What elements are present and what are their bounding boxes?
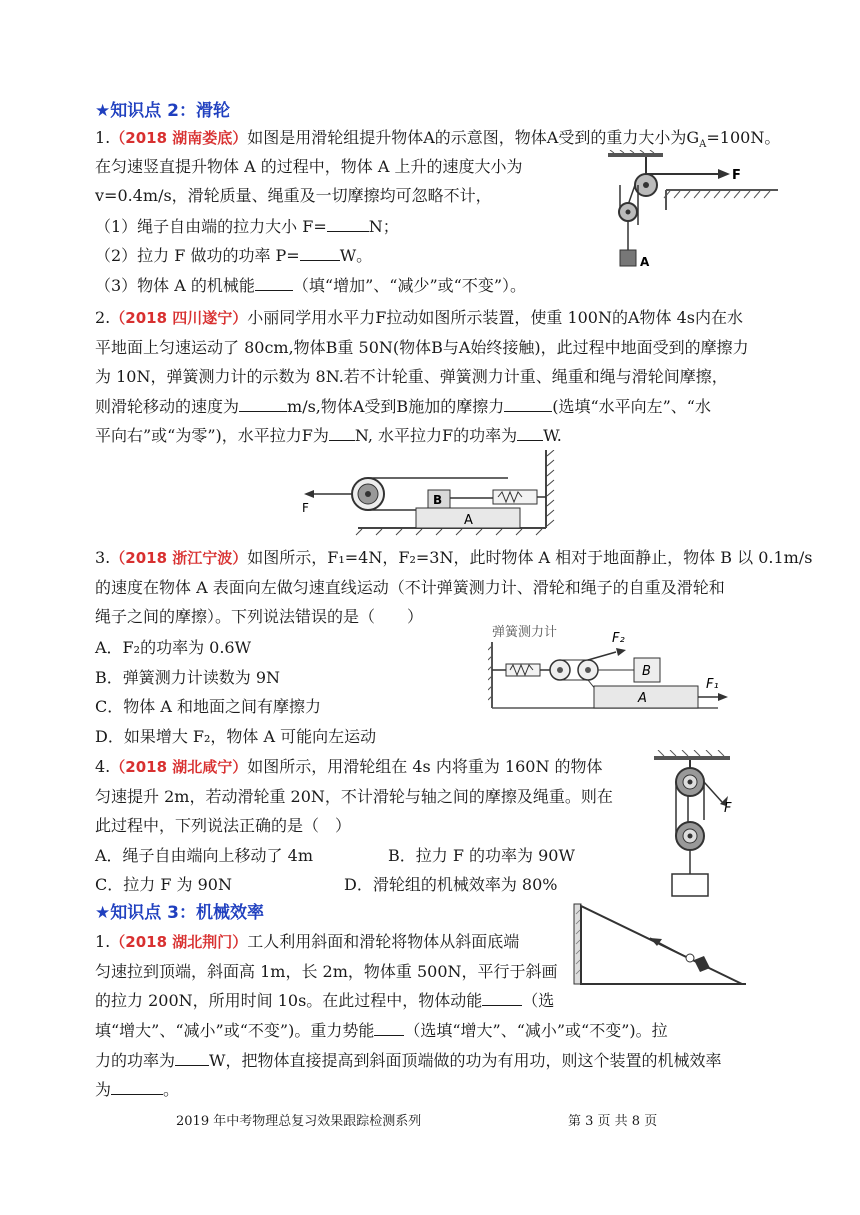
q2-blank-power[interactable] xyxy=(517,426,543,441)
q5-line1 xyxy=(95,932,519,952)
q5-text4b: （选填“增大”、“减小”或“不变”)。拉 xyxy=(404,1021,668,1040)
q2-text5b: N, 水平拉力F的功率为 xyxy=(354,426,518,445)
q4-text1: 如图所示，用滑轮组在 4s 内将重为 160N 的物体 xyxy=(247,757,603,776)
q5-line6 xyxy=(95,1080,179,1100)
q5-blank-kinetic[interactable] xyxy=(482,991,522,1006)
q1-part3 xyxy=(95,276,526,296)
q2-text4b: m/s,物体A受到B施加的摩擦力 xyxy=(287,397,505,416)
q5-line3 xyxy=(95,991,554,1011)
q2-text1: 小丽同学用水平力F拉动如图所示装置，使重 100N的A物体 4s内在水 xyxy=(247,308,744,327)
q2-blank-friction[interactable] xyxy=(504,397,552,412)
q2-text5a: 平向右”或“为零”)，水平拉力F为 xyxy=(95,426,329,445)
q3-fig-label-scale: 弹簧测力计 xyxy=(492,625,558,640)
footer-page-number: 第 3 页 共 8 页 xyxy=(568,1114,658,1129)
q4-pulley-block-figure xyxy=(648,750,748,902)
q2-text5c: W. xyxy=(543,426,562,445)
q1-line2: 在匀速竖直提升物体 A 的过程中，物体 A 上升的速度大小为 xyxy=(95,157,523,176)
q2-line4 xyxy=(95,397,711,417)
q1-part3-text: （3）物体 A 的机械能 xyxy=(95,276,255,295)
q4-option-d[interactable]: D．滑轮组的机械效率为 80% xyxy=(344,875,558,894)
q5-text6b: 。 xyxy=(163,1080,180,1099)
q2-fig-label-b: B xyxy=(433,493,443,507)
q2-pulley-figure xyxy=(298,450,556,536)
q3-fig-label-f2: F₂ xyxy=(612,631,625,646)
q5-blank-efficiency[interactable] xyxy=(111,1080,163,1095)
q5-blank-potential[interactable] xyxy=(374,1021,404,1036)
section-title-pulley: ★知识点 2：滑轮 xyxy=(95,101,230,121)
q3-option-d[interactable]: D．如果增大 F₂，物体 A 可能向左运动 xyxy=(95,727,377,746)
q5-text5b: W，把物体直接提高到斜面顶端做的功为有用功，则这个装置的机械效率 xyxy=(209,1051,722,1070)
q2-line3: 为 10N，弹簧测力计的示数为 8N.若不计轮重、弹簧测力计重、绳重和绳与滑轮间摩擦， xyxy=(95,367,728,386)
q1-blank-force[interactable] xyxy=(327,217,369,232)
q1-part2-unit: W。 xyxy=(339,246,373,265)
q2-line2: 平地面上匀速运动了 80cm,物体B重 50N(物体B与A始终接触)，此过程中地面受到的摩擦力 xyxy=(95,338,749,357)
q2-source: （2018 四川遂宁） xyxy=(110,309,248,327)
q5-source: （2018 湖北荆门） xyxy=(110,933,248,951)
section-title-efficiency: ★知识点 3：机械效率 xyxy=(95,903,264,923)
q3-source: （2018 浙江宁波） xyxy=(110,549,248,567)
q1-source: （2018 湖南娄底） xyxy=(110,129,248,147)
q2-number: 2. xyxy=(95,308,111,327)
q1-text1-end: =100N。 xyxy=(706,128,781,147)
q3-line3: 绳子之间的摩擦）。下列说法错误的是（ ） xyxy=(95,607,424,626)
q5-text5a: 力的功率为 xyxy=(95,1051,176,1070)
q1-part1-unit: N； xyxy=(368,217,399,236)
q3-text1: 如图所示，F₁=4N，F₂=3N，此时物体 A 相对于地面静止，物体 B 以 0.1m/s xyxy=(247,548,813,567)
q2-blank-force[interactable] xyxy=(329,426,355,441)
q1-line3: v=0.4m/s，滑轮质量、绳重及一切摩擦均可忽略不计， xyxy=(95,186,492,205)
q3-line2: 的速度在物体 A 表面向左做匀速直线运动（不计弹簧测力计、滑轮和绳子的自重及滑轮和 xyxy=(95,578,725,597)
q5-text3a: 的拉力 200N，所用时间 10s。在此过程中，物体动能 xyxy=(95,991,483,1010)
q5-text6a: 为 xyxy=(95,1080,112,1099)
q2-blank-speed[interactable] xyxy=(239,397,287,412)
q4-option-b[interactable]: B．拉力 F 的功率为 90W xyxy=(388,846,575,865)
q1-part1 xyxy=(95,217,399,237)
q3-spring-scale-figure xyxy=(488,620,733,716)
q5-line5 xyxy=(95,1051,721,1071)
q1-blank-energy[interactable] xyxy=(255,276,293,291)
q3-option-c[interactable]: C．物体 A 和地面之间有摩擦力 xyxy=(95,697,321,716)
q4-line3: 此过程中，下列说法正确的是（ ） xyxy=(95,816,352,835)
q1-part2 xyxy=(95,246,372,266)
q4-line1 xyxy=(95,757,603,777)
q3-fig-label-b: B xyxy=(642,664,651,679)
q1-fig-label-f: F xyxy=(732,168,741,183)
q3-fig-label-a: A xyxy=(638,691,647,706)
q1-part3-hint: （填“增加”、“减少”或“不变”）。 xyxy=(292,276,527,295)
q3-option-b[interactable]: B．弹簧测力计读数为 9N xyxy=(95,668,281,687)
q5-text3b: （选 xyxy=(522,991,555,1010)
q1-blank-power[interactable] xyxy=(300,246,340,261)
q2-fig-label-f: F xyxy=(302,501,309,515)
q3-option-a[interactable]: A．F₂的功率为 0.6W xyxy=(95,638,252,657)
q3-number: 3. xyxy=(95,548,111,567)
q2-line1 xyxy=(95,308,743,328)
q1-text1: 如图是用滑轮组提升物体A的示意图，物体A受到的重力大小为G xyxy=(247,128,700,147)
q1-part1-text: （1）绳子自由端的拉力大小 F= xyxy=(95,217,327,236)
q4-fig-label-f: F xyxy=(724,801,732,816)
q4-option-c[interactable]: C．拉力 F 为 90N xyxy=(95,875,232,894)
q1-pulley-figure xyxy=(598,150,778,280)
q4-option-a[interactable]: A．绳子自由端向上移动了 4m xyxy=(95,846,313,865)
q5-line2: 匀速拉到顶端，斜面高 1m，长 2m，物体重 500N，平行于斜画 xyxy=(95,962,558,981)
q1-number: 1. xyxy=(95,128,111,147)
q2-fig-label-a: A xyxy=(464,513,473,528)
q5-incline-figure xyxy=(570,900,750,992)
q1-part2-text: （2）拉力 F 做功的功率 P= xyxy=(95,246,300,265)
q5-text1: 工人利用斜面和滑轮将物体从斜面底端 xyxy=(247,932,520,951)
q2-line5 xyxy=(95,426,562,446)
footer-series: 2019 年中考物理总复习效果跟踪检测系列 xyxy=(176,1114,422,1129)
q4-number: 4. xyxy=(95,757,111,776)
q1-fig-label-a: A xyxy=(640,255,650,269)
q5-number: 1. xyxy=(95,932,111,951)
q3-fig-label-f1: F₁ xyxy=(706,677,719,692)
q5-line4 xyxy=(95,1021,668,1041)
q5-text4a: 填“增大”、“减小”或“不变”)。重力势能 xyxy=(95,1021,375,1040)
q3-line1 xyxy=(95,548,812,568)
q4-line2: 匀速提升 2m，若动滑轮重 20N，不计滑轮与轴之间的摩擦及绳重。则在 xyxy=(95,787,613,806)
q2-text4c: (选填“水平向左”、“水 xyxy=(552,397,711,416)
q5-blank-power[interactable] xyxy=(175,1051,209,1066)
q1-subscript: A xyxy=(699,139,707,151)
q2-text4a: 则滑轮移动的速度为 xyxy=(95,397,240,416)
q4-source: （2018 湖北咸宁） xyxy=(110,758,248,776)
